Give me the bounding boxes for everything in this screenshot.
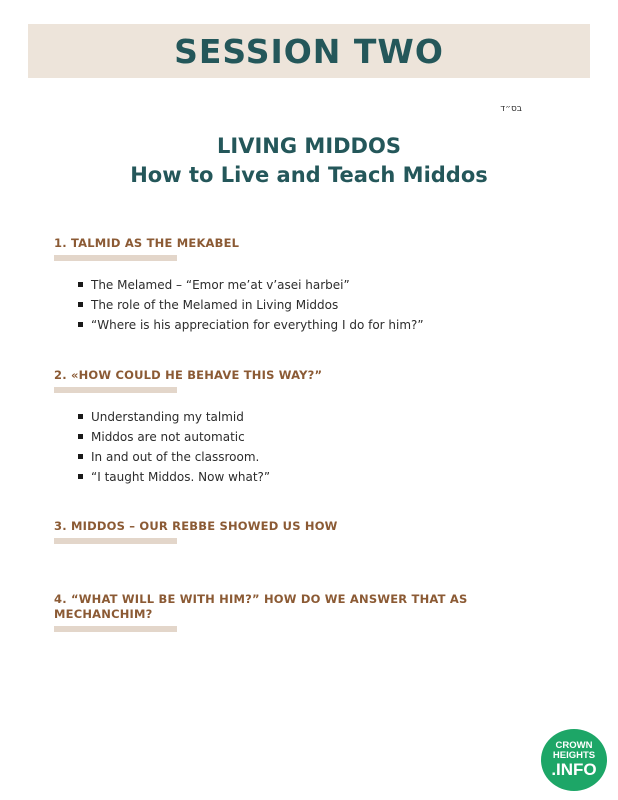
list-item: The role of the Melamed in Living Middos (78, 295, 534, 315)
list-item: “Where is his appreciation for everything I do for him?” (78, 315, 534, 335)
section-4 (54, 592, 534, 632)
section-heading-line: 4. “WHAT WILL BE WITH HIM?” HOW DO WE ANSWER THAT AS (54, 592, 468, 606)
section-3 (54, 519, 534, 544)
page-title (0, 132, 618, 190)
title-subtitle: How to Live and Teach Middos (130, 163, 488, 187)
list-item: Understanding my talmid (78, 407, 534, 427)
section-heading: 2. «HOW COULD HE BEHAVE THIS WAY?” (54, 368, 323, 382)
logo-text-crown: CROWN (555, 740, 593, 751)
section-heading: 1. TALMID AS THE MEKABEL (54, 236, 240, 250)
bsd-mark: בס״ד (500, 104, 522, 114)
bullet-list (54, 275, 534, 335)
session-banner (28, 24, 590, 78)
bullet-list (54, 407, 534, 487)
list-item: In and out of the classroom. (78, 447, 534, 467)
section-underline (54, 538, 177, 544)
logo-text-info: .INFO (551, 760, 597, 779)
title-main: LIVING MIDDOS (217, 134, 401, 158)
section-heading: 3. MIDDOS – OUR REBBE SHOWED US HOW (54, 519, 338, 533)
session-title: SESSION TWO (174, 31, 444, 71)
list-item: The Melamed – “Emor me’at v’asei harbei” (78, 275, 534, 295)
list-item: Middos are not automatic (78, 427, 534, 447)
section-underline (54, 387, 177, 393)
section-2 (54, 368, 534, 487)
list-item: “I taught Middos. Now what?” (78, 467, 534, 487)
crownheights-logo (541, 729, 607, 791)
section-underline (54, 255, 177, 261)
section-heading-line: MECHANCHIM? (54, 607, 153, 621)
section-heading (54, 592, 534, 622)
logo-text-heights: HEIGHTS (552, 750, 596, 761)
section-1 (54, 236, 534, 335)
section-underline (54, 626, 177, 632)
